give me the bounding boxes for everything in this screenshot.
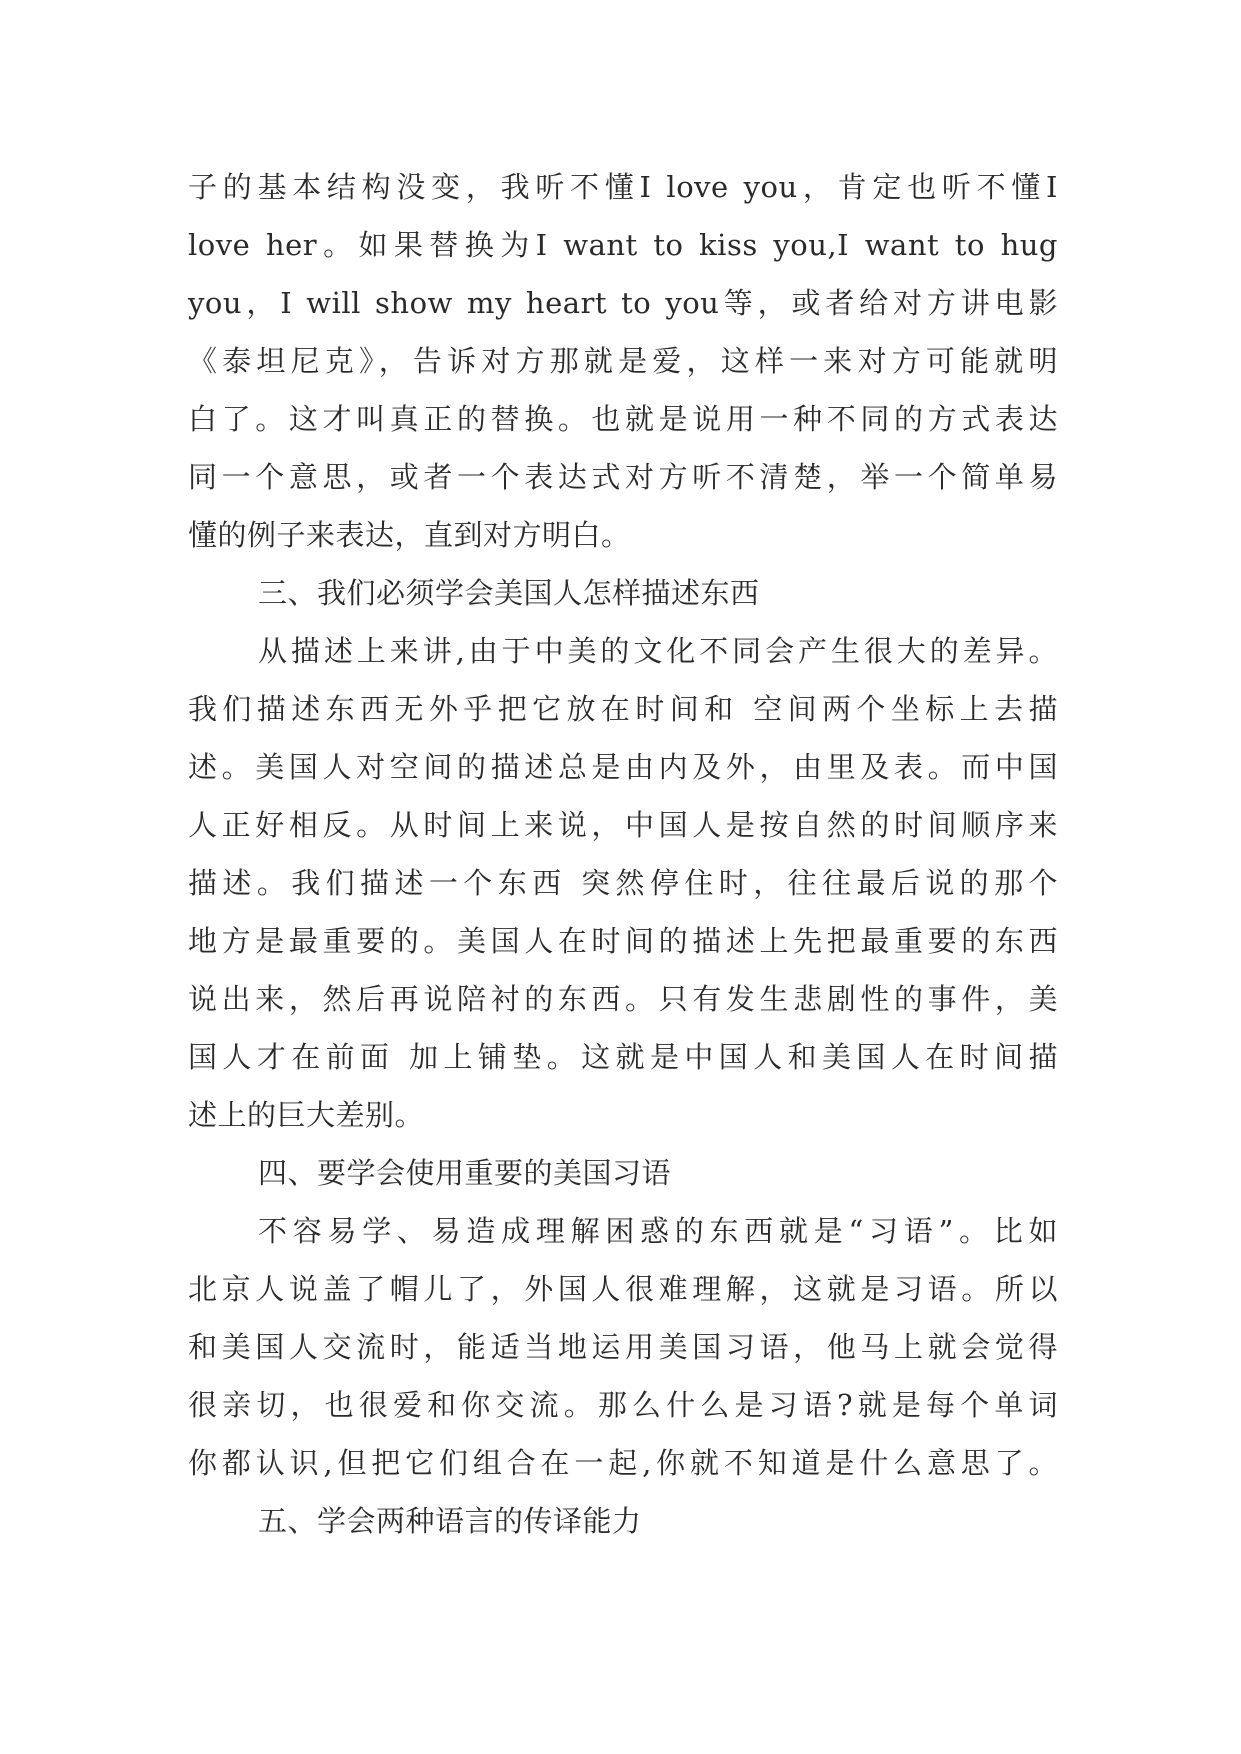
text-line: you，I will show my heart to you等，或者给对方讲电影: [188, 286, 1058, 320]
section-heading: 四、要学会使用重要的美国习语: [258, 1156, 672, 1190]
text-line: 述上的巨大差别。: [188, 1098, 425, 1132]
text-line: 白了。这才叫真正的替换。也就是说用一种不同的方式表达: [188, 402, 1058, 436]
document-body: [188, 158, 1058, 1550]
text-line: 很亲切，也很爱和你交流。那么什么是习语?就是每个单词: [188, 1388, 1058, 1422]
section-heading: 三、我们必须学会美国人怎样描述东西: [258, 576, 760, 610]
text-line: 我们描述东西无外乎把它放在时间和 空间两个坐标上去描: [188, 692, 1058, 726]
text-line: 和美国人交流时，能适当地运用美国习语，他马上就会觉得: [188, 1330, 1058, 1364]
text-line: 懂的例子来表达，直到对方明白。: [188, 518, 631, 552]
text-line: 描述。我们描述一个东西 突然停住时，往往最后说的那个: [188, 866, 1058, 900]
text-line: 子的基本结构没变，我听不懂I love you，肯定也听不懂I: [188, 170, 1058, 204]
text-line: love her。如果替换为I want to kiss you,I want to hug: [188, 228, 1058, 262]
text-line: 从描述上来讲,由于中美的文化不同会产生很大的差异。: [258, 634, 1058, 668]
text-line: 同一个意思，或者一个表达式对方听不清楚，举一个简单易: [188, 460, 1058, 494]
text-line: 说出来，然后再说陪衬的东西。只有发生悲剧性的事件，美: [188, 982, 1058, 1016]
section-heading: 五、学会两种语言的传译能力: [258, 1504, 642, 1538]
text-line: 地方是最重要的。美国人在时间的描述上先把最重要的东西: [188, 924, 1058, 958]
text-line: 国人才在前面 加上铺垫。这就是中国人和美国人在时间描: [188, 1040, 1058, 1074]
text-line: 你都认识,但把它们组合在一起,你就不知道是什么意思了。: [188, 1446, 1058, 1480]
text-line: 述。美国人对空间的描述总是由内及外，由里及表。而中国: [188, 750, 1058, 784]
text-line: 不容易学、易造成理解困惑的东西就是“习语”。比如: [258, 1214, 1058, 1248]
text-line: 北京人说盖了帽儿了，外国人很难理解，这就是习语。所以: [188, 1272, 1058, 1306]
text-line: 《泰坦尼克》，告诉对方那就是爱，这样一来对方可能就明: [188, 344, 1058, 378]
text-line: 人正好相反。从时间上来说，中国人是按自然的时间顺序来: [188, 808, 1058, 842]
